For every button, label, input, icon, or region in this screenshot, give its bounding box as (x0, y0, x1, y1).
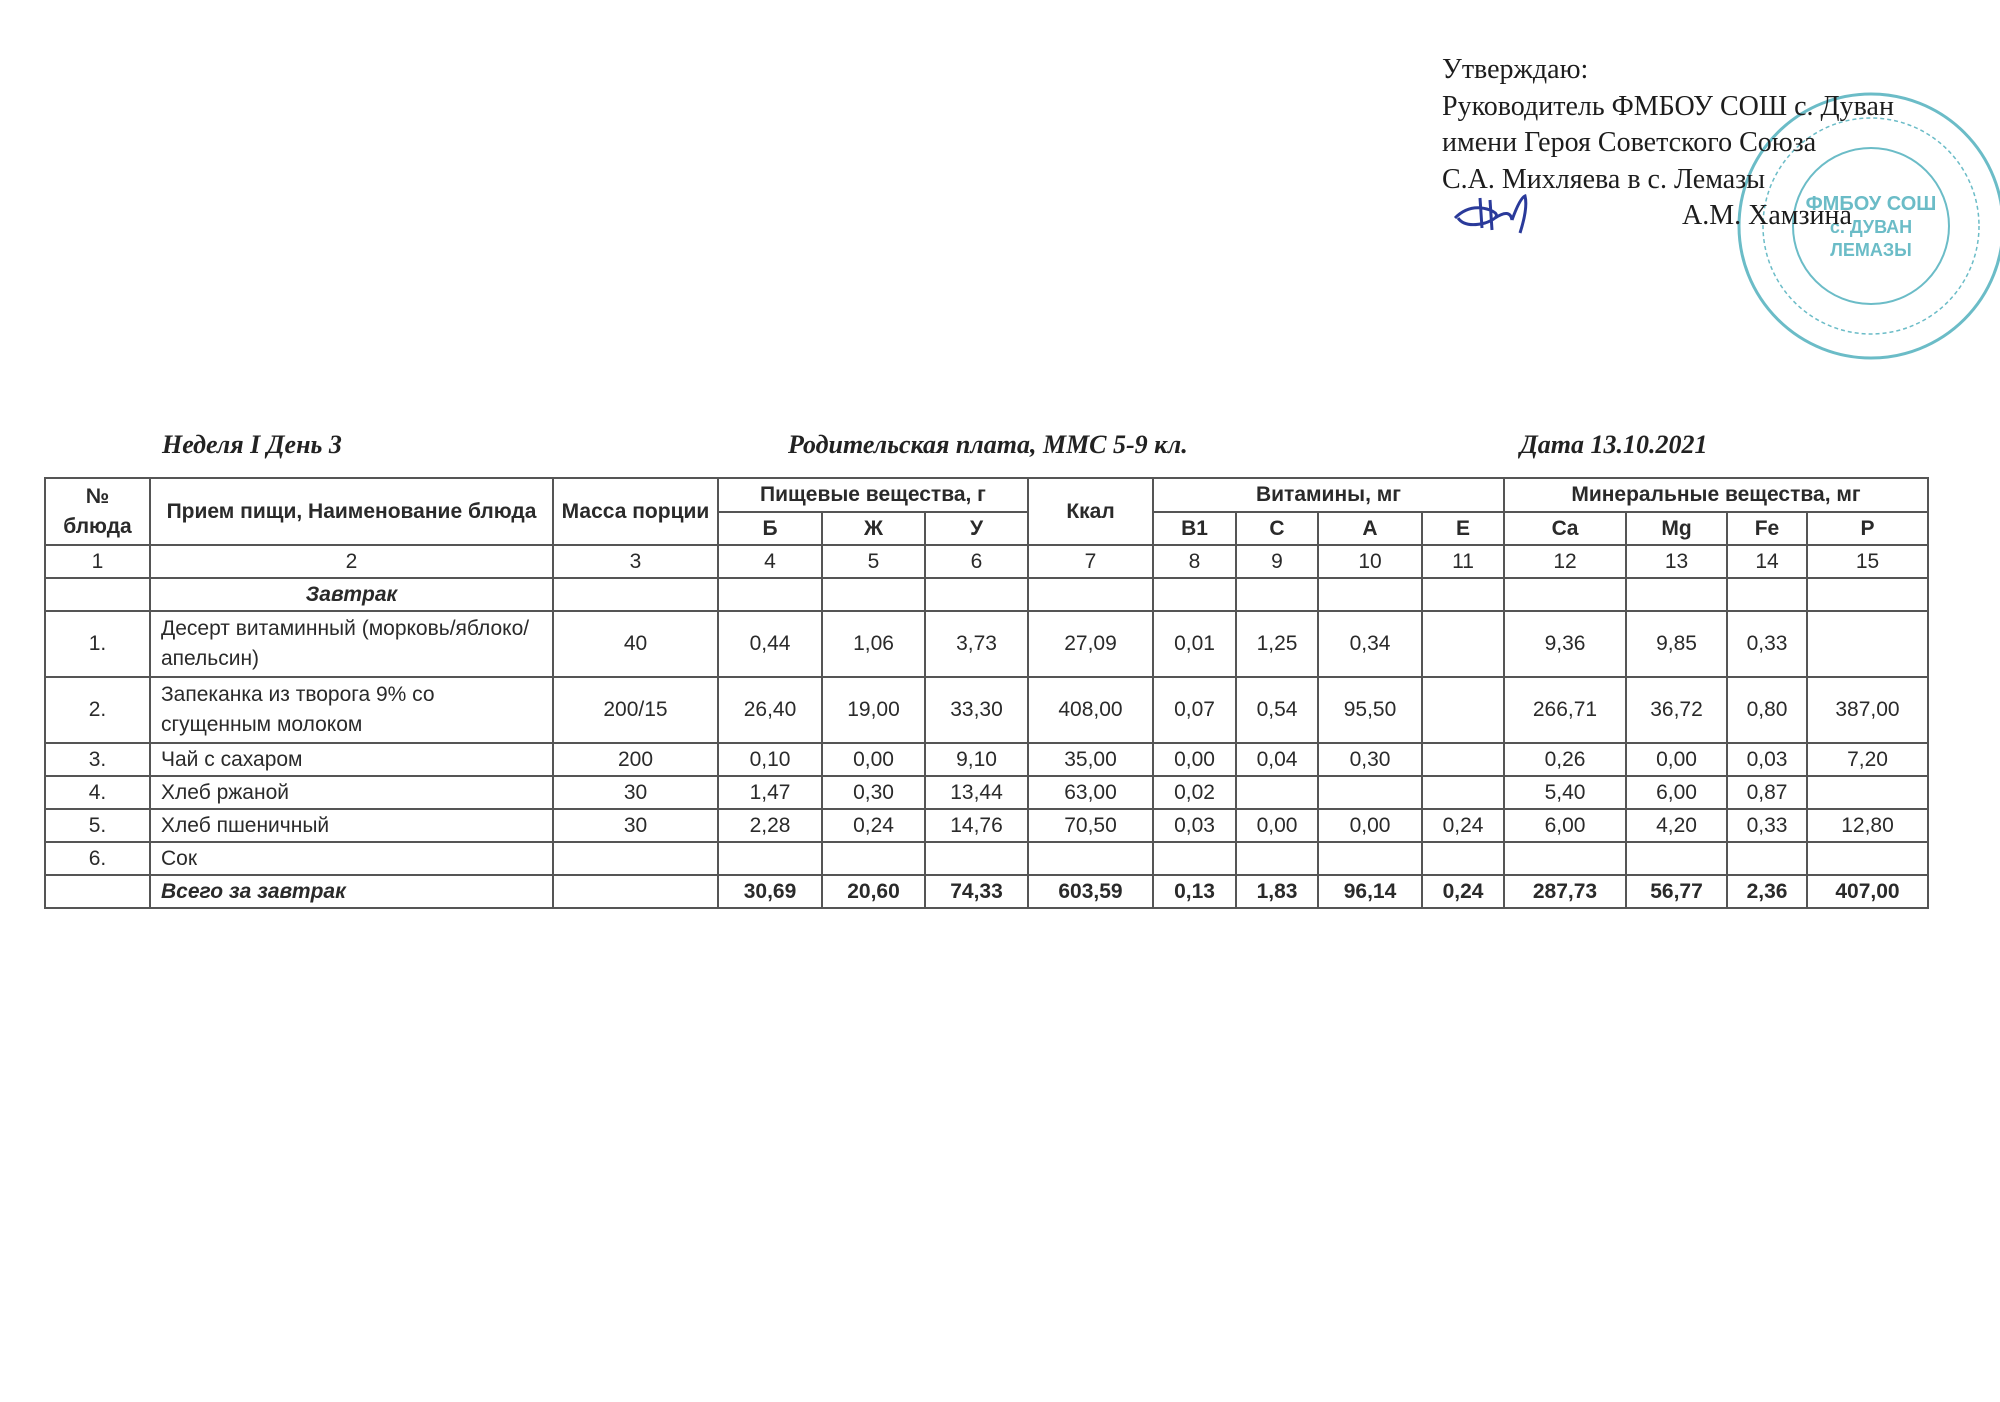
table-cell: 0,33 (1727, 809, 1807, 842)
table-cell (1807, 611, 1928, 677)
table-cell (718, 842, 822, 875)
table-cell: 0,44 (718, 611, 822, 677)
table-cell: 2,28 (718, 809, 822, 842)
dish-name-cell: Хлеб пшеничный (150, 809, 553, 842)
dish-name-cell: Запеканка из творога 9% со сгущенным молоком (150, 677, 553, 743)
approval-line: С.А. Михляева в с. Лемазы (1442, 163, 1766, 195)
total-cell: 30,69 (718, 875, 822, 908)
svg-text:с. ДУВАН: с. ДУВАН (1829, 217, 1913, 237)
table-cell: 4,20 (1626, 809, 1727, 842)
total-cell: 407,00 (1807, 875, 1928, 908)
column-number-cell: 10 (1318, 545, 1422, 578)
table-cell: 266,71 (1504, 677, 1626, 743)
column-number-cell: 3 (553, 545, 718, 578)
table-cell (925, 842, 1028, 875)
table-cell: 0,03 (1153, 809, 1236, 842)
approval-line: имени Героя Советского Союза (1442, 127, 1817, 158)
table-cell (1626, 842, 1727, 875)
table-cell (1504, 842, 1626, 875)
table-cell: 0,07 (1153, 677, 1236, 743)
table-cell (553, 842, 718, 875)
column-number-cell: 11 (1422, 545, 1504, 578)
approval-line: Руководитель ФМБОУ СОШ с. Дуван (1442, 90, 1894, 122)
table-cell (1028, 842, 1153, 875)
table-cell: 5,40 (1504, 776, 1626, 809)
total-row (45, 875, 1928, 908)
header-meal: Прием пищи, Наименование блюда (150, 478, 553, 545)
table-cell (1153, 842, 1236, 875)
total-cell (45, 875, 150, 908)
column-number-cell: 12 (1504, 545, 1626, 578)
table-cell (1318, 842, 1422, 875)
table-cell: 1,06 (822, 611, 925, 677)
total-cell: 287,73 (1504, 875, 1626, 908)
table-cell: 0,54 (1236, 677, 1318, 743)
table-cell: 9,85 (1626, 611, 1727, 677)
subheader-cell: Mg (1626, 512, 1727, 545)
total-cell: 20,60 (822, 875, 925, 908)
total-cell (553, 875, 718, 908)
column-number-cell: 2 (150, 545, 553, 578)
column-number-cell: 14 (1727, 545, 1807, 578)
dish-name-cell: Хлеб ржаной (150, 776, 553, 809)
table-cell: 0,02 (1153, 776, 1236, 809)
header-nutrients: Пищевые вещества, г (718, 478, 1028, 512)
table-cell: 0,30 (822, 776, 925, 809)
table-cell (1236, 776, 1318, 809)
table-cell: 0,00 (1153, 743, 1236, 776)
svg-text:ФМБОУ СОШ: ФМБОУ СОШ (1805, 193, 1937, 215)
column-number-cell: 5 (822, 545, 925, 578)
header-kcal: Ккал (1028, 478, 1153, 545)
subheader-cell: Fe (1727, 512, 1807, 545)
column-number-cell: 13 (1626, 545, 1727, 578)
header-mass: Масса порции (553, 478, 718, 545)
table-cell (1727, 842, 1807, 875)
week-day-title: Неделя I День 3 (162, 430, 342, 459)
table-row (45, 809, 1928, 842)
table-row (45, 677, 1928, 743)
table-cell: 387,00 (1807, 677, 1928, 743)
table-cell: 30 (553, 776, 718, 809)
date-title: Дата 13.10.2021 (1520, 430, 1708, 459)
table-cell: 63,00 (1028, 776, 1153, 809)
subheader-cell: A (1318, 512, 1422, 545)
table-cell: 7,20 (1807, 743, 1928, 776)
table-cell (1807, 842, 1928, 875)
table-cell (1318, 776, 1422, 809)
table-row (45, 743, 1928, 776)
total-cell: 0,13 (1153, 875, 1236, 908)
table-cell: 0,00 (1318, 809, 1422, 842)
table-cell: 5. (45, 809, 150, 842)
table-cell: 70,50 (1028, 809, 1153, 842)
table-cell: 95,50 (1318, 677, 1422, 743)
table-cell: 12,80 (1807, 809, 1928, 842)
table-row (45, 776, 1928, 809)
table-cell: 1,47 (718, 776, 822, 809)
table-cell: 33,30 (925, 677, 1028, 743)
table-cell: 14,76 (925, 809, 1028, 842)
table-cell: 35,00 (1028, 743, 1153, 776)
table-cell: 3. (45, 743, 150, 776)
table-cell: 0,30 (1318, 743, 1422, 776)
table-cell: 27,09 (1028, 611, 1153, 677)
signer-name: А.М. Хамзина (1682, 200, 1852, 231)
dish-name-cell: Чай с сахаром (150, 743, 553, 776)
table-cell: 26,40 (718, 677, 822, 743)
subheader-cell: P (1807, 512, 1928, 545)
table-cell: 0,10 (718, 743, 822, 776)
total-label: Всего за завтрак (150, 875, 553, 908)
table-row (45, 842, 1928, 875)
column-number-cell: 15 (1807, 545, 1928, 578)
subheader-cell: Ж (822, 512, 925, 545)
column-number-cell: 7 (1028, 545, 1153, 578)
table-cell (1807, 776, 1928, 809)
table-cell: 6,00 (1626, 776, 1727, 809)
table-cell (1422, 611, 1504, 677)
table-cell: 40 (553, 611, 718, 677)
table-cell: 200/15 (553, 677, 718, 743)
table-cell: 9,10 (925, 743, 1028, 776)
subheader-cell: C (1236, 512, 1318, 545)
table-cell: 4. (45, 776, 150, 809)
table-cell (1422, 677, 1504, 743)
table-row (45, 611, 1928, 677)
approval-line: Утверждаю: (1442, 54, 1589, 85)
header-num: № блюда (45, 478, 150, 545)
svg-text:ЛЕМАЗЫ: ЛЕМАЗЫ (1830, 240, 1912, 260)
table-cell: 0,33 (1727, 611, 1807, 677)
menu-table (44, 477, 1929, 909)
table-cell: 200 (553, 743, 718, 776)
table-cell: 30 (553, 809, 718, 842)
table-cell: 19,00 (822, 677, 925, 743)
table-cell: 1. (45, 611, 150, 677)
table-cell: 6,00 (1504, 809, 1626, 842)
table-cell: 0,34 (1318, 611, 1422, 677)
header-minerals: Минеральные вещества, мг (1504, 478, 1928, 512)
table-cell (1422, 776, 1504, 809)
total-cell: 56,77 (1626, 875, 1727, 908)
column-number-cell: 4 (718, 545, 822, 578)
table-cell: 408,00 (1028, 677, 1153, 743)
table-cell: 2. (45, 677, 150, 743)
total-cell: 1,83 (1236, 875, 1318, 908)
dish-name-cell: Десерт витаминный (морковь/яблоко/апельсин) (150, 611, 553, 677)
table-cell: 6. (45, 842, 150, 875)
total-cell: 2,36 (1727, 875, 1807, 908)
table-cell: 1,25 (1236, 611, 1318, 677)
table-cell: 0,01 (1153, 611, 1236, 677)
table-cell: 0,03 (1727, 743, 1807, 776)
header-vitamins: Витамины, мг (1153, 478, 1504, 512)
section-empty-cell (45, 578, 150, 611)
subheader-cell: B1 (1153, 512, 1236, 545)
table-cell: 3,73 (925, 611, 1028, 677)
table-cell: 0,24 (1422, 809, 1504, 842)
dish-name-cell: Сок (150, 842, 553, 875)
total-cell: 603,59 (1028, 875, 1153, 908)
column-number-cell: 6 (925, 545, 1028, 578)
subheader-cell: Ca (1504, 512, 1626, 545)
total-cell: 96,14 (1318, 875, 1422, 908)
table-cell: 36,72 (1626, 677, 1727, 743)
table-cell: 9,36 (1504, 611, 1626, 677)
table-cell: 0,00 (822, 743, 925, 776)
table-cell (1422, 743, 1504, 776)
total-cell: 74,33 (925, 875, 1028, 908)
subheader-cell: Б (718, 512, 822, 545)
table-cell: 0,87 (1727, 776, 1807, 809)
table-cell: 0,24 (822, 809, 925, 842)
table-cell: 13,44 (925, 776, 1028, 809)
table-cell: 0,04 (1236, 743, 1318, 776)
signature-icon (1450, 188, 1550, 238)
table-cell: 0,26 (1504, 743, 1626, 776)
column-number-cell: 9 (1236, 545, 1318, 578)
table-cell: 0,00 (1236, 809, 1318, 842)
subheader-cell: У (925, 512, 1028, 545)
total-cell: 0,24 (1422, 875, 1504, 908)
table-cell (822, 842, 925, 875)
table-cell: 0,80 (1727, 677, 1807, 743)
payment-title: Родительская плата, ММС 5-9 кл. (788, 430, 1188, 459)
table-cell: 0,00 (1626, 743, 1727, 776)
table-cell (1236, 842, 1318, 875)
subheader-cell: E (1422, 512, 1504, 545)
column-number-cell: 8 (1153, 545, 1236, 578)
table-cell (1422, 842, 1504, 875)
section-label: Завтрак (150, 578, 553, 611)
column-number-cell: 1 (45, 545, 150, 578)
